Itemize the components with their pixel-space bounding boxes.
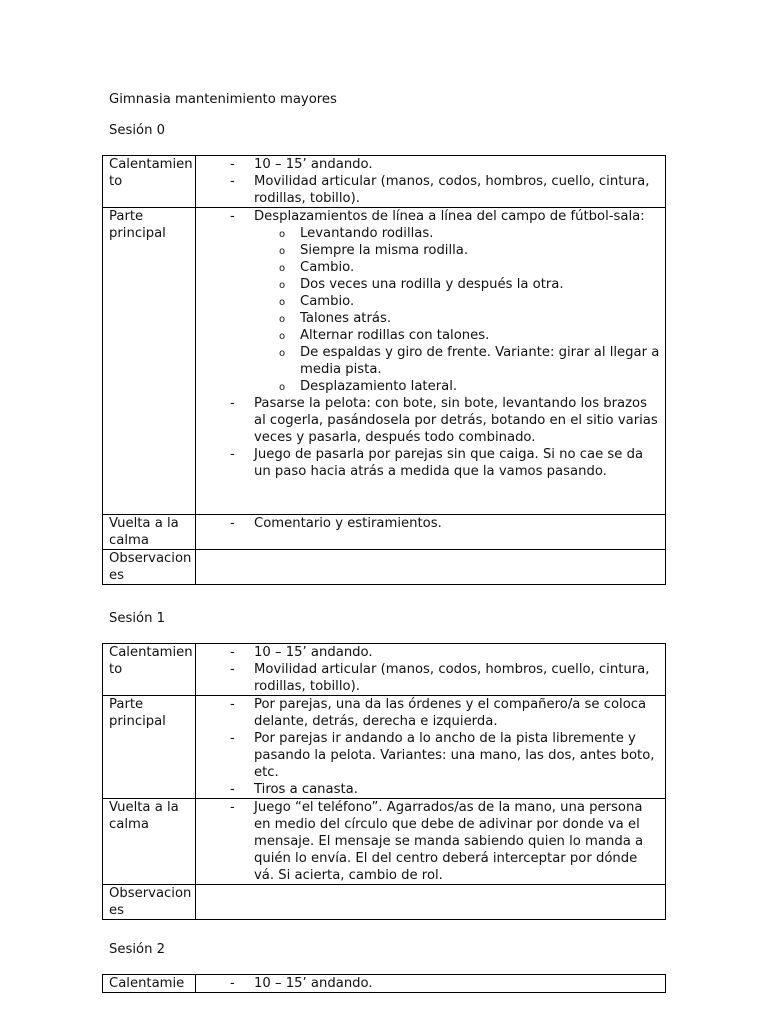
list-item: - Tiros a canasta.: [202, 781, 661, 798]
list-item: [202, 208, 661, 395]
list-item: - Pasarse la pelota: con bote, sin bote, levantando los brazos al cogerla, pasándosela por detrás, botando en el sitio varias veces y pasarla, después todo combinado.: [202, 395, 661, 446]
row-label: Calentamiento: [103, 156, 196, 208]
row-content: [196, 208, 666, 515]
list-item-text: Desplazamientos de línea a línea del campo de fútbol-sala:: [254, 209, 645, 224]
sub-list-item: o Levantando rodillas.: [254, 225, 661, 242]
row-content: [196, 975, 666, 993]
row-label: Calentamie: [103, 975, 196, 993]
row-label: Vuelta a la calma: [103, 799, 196, 885]
session-2-title: Sesión 2: [109, 942, 166, 957]
table-row: [103, 799, 666, 885]
table-row: [103, 156, 666, 208]
list-item: - Por parejas ir andando a lo ancho de la pista libremente y pasando la pelota. Variantes: una mano, las dos, antes boto, etc.: [202, 730, 661, 781]
list-item: - 10 – 15’ andando.: [202, 644, 661, 661]
table-row: [103, 208, 666, 515]
list-item: - Movilidad articular (manos, codos, hombros, cuello, cintura, rodillas, tobillo).: [202, 173, 661, 207]
session-0-title: Sesión 0: [109, 123, 166, 138]
session-0-table: [102, 155, 666, 585]
table-row: [103, 644, 666, 696]
session-2-table: [102, 974, 666, 993]
row-label: Observaciones: [103, 885, 196, 920]
sub-list-item: o Talones atrás.: [254, 310, 661, 327]
session-1-table: [102, 643, 666, 920]
list-item: - Por parejas, una da las órdenes y el compañero/a se coloca delante, detrás, derecha e izquierda.: [202, 696, 661, 730]
sub-list-item: o Siempre la misma rodilla.: [254, 242, 661, 259]
row-content: [196, 515, 666, 550]
row-label: Parte principal: [103, 696, 196, 799]
document-title: Gimnasia mantenimiento mayores: [109, 92, 337, 107]
row-label: Parte principal: [103, 208, 196, 515]
table-row: [103, 550, 666, 585]
list-item: - Juego de pasarla por parejas sin que caiga. Si no cae se da un paso hacia atrás a medida que la vamos pasando.: [202, 446, 661, 480]
table-row: [103, 885, 666, 920]
row-content: [196, 156, 666, 208]
list-item: - Juego “el teléfono”. Agarrados/as de la mano, una persona en medio del círculo que debe de adivinar por donde va el mensaje. El mensaje se manda sabiendo quien lo manda a quién lo envía. El del centro deberá interceptar por dónde vá. Si acierta, cambio de rol.: [202, 799, 661, 884]
sub-list-item: o Cambio.: [254, 293, 661, 310]
list-item: - 10 – 15’ andando.: [202, 156, 661, 173]
sub-list-item: o De espaldas y giro de frente. Variante: girar al llegar a media pista.: [254, 344, 661, 378]
session-1-title: Sesión 1: [109, 611, 166, 626]
list-item: - Movilidad articular (manos, codos, hombros, cuello, cintura, rodillas, tobillo).: [202, 661, 661, 695]
row-content: [196, 644, 666, 696]
sub-list-item: o Cambio.: [254, 259, 661, 276]
row-content: [196, 696, 666, 799]
row-content: [196, 885, 666, 920]
row-label: Observaciones: [103, 550, 196, 585]
table-row: [103, 696, 666, 799]
table-row: [103, 515, 666, 550]
sub-list-item: o Desplazamiento lateral.: [254, 378, 661, 395]
list-item: - 10 – 15’ andando.: [202, 975, 661, 992]
sub-list-item: o Alternar rodillas con talones.: [254, 327, 661, 344]
row-content: [196, 550, 666, 585]
row-content: [196, 799, 666, 885]
row-label: Vuelta a la calma: [103, 515, 196, 550]
sub-list-item: o Dos veces una rodilla y después la otra.: [254, 276, 661, 293]
list-item: - Comentario y estiramientos.: [202, 515, 661, 532]
row-label: Calentamiento: [103, 644, 196, 696]
table-row: [103, 975, 666, 993]
